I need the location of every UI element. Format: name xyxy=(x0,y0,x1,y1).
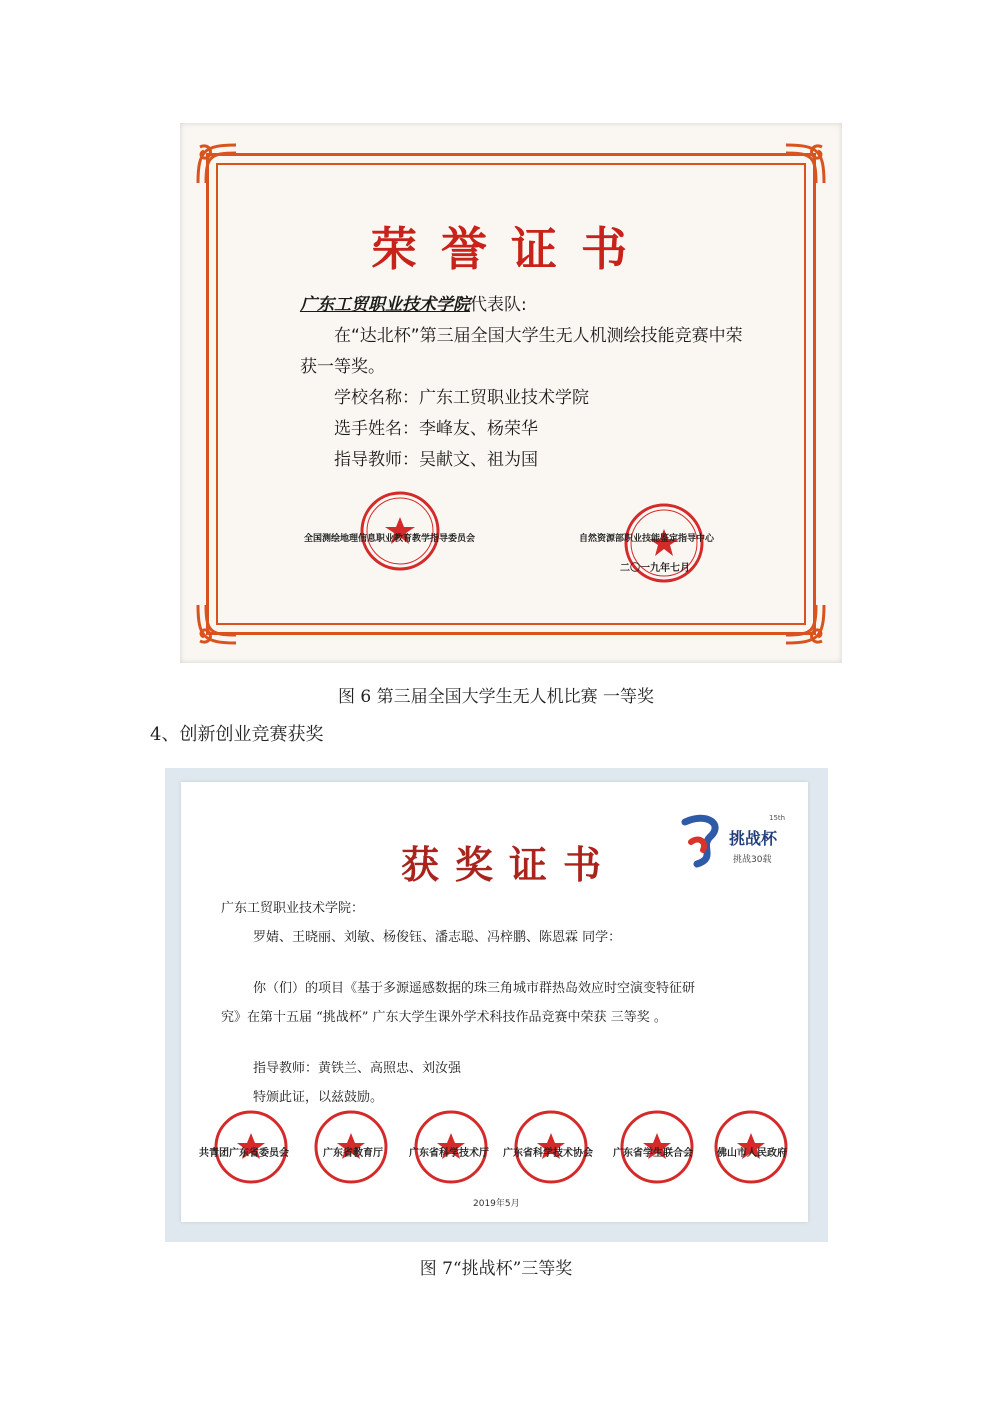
certificate-body xyxy=(300,290,770,476)
award-line-1: 在“达北杯”第三届全国大学生无人机测绘技能竞赛中荣 xyxy=(334,326,743,346)
issuer-seal xyxy=(711,1107,801,1187)
issuer-seal xyxy=(311,1107,401,1187)
issuer-left: 全国测绘地理信息职业教育教学指导委员会 xyxy=(304,534,476,544)
teachers-line: 指导教师：黄铁兰、高照忠、刘汝强 xyxy=(253,1061,462,1076)
issuer-seal xyxy=(503,1107,601,1187)
spacer xyxy=(221,1032,801,1054)
corner-ornament-icon xyxy=(194,141,240,187)
logo-title: 挑战杯 xyxy=(729,829,778,848)
recipient-suffix: 代表队: xyxy=(470,295,527,315)
certificate-title: 获奖证书 xyxy=(401,842,618,887)
challenge-cup-logo xyxy=(677,812,797,872)
issuer-name: 广东省教育厅 xyxy=(323,1148,383,1159)
certificate-body xyxy=(221,894,801,1112)
recipient-line: 广东工贸职业技术学院： xyxy=(221,901,365,916)
corner-ornament-icon xyxy=(782,141,828,187)
spacer xyxy=(221,952,801,974)
award-line-2: 获一等奖。 xyxy=(300,357,385,377)
players-line: 选手姓名：李峰友、杨荣华 xyxy=(334,419,538,439)
logo-edition: 15th xyxy=(769,814,786,822)
certificate-title: 荣誉证书 xyxy=(371,222,651,276)
students-line: 罗婧、王晓丽、刘敏、杨俊钰、潘志聪、冯梓鹏、陈恩霖 同学： xyxy=(253,930,622,945)
issuer-seal xyxy=(199,1107,301,1187)
recipient-line xyxy=(300,290,770,321)
certificate-photo-third-prize xyxy=(165,768,828,1242)
school-name-line: 学校名称：广东工贸职业技术学院 xyxy=(334,388,589,408)
certificate-paper xyxy=(181,782,808,1222)
figure-caption-6: 图 6 第三届全国大学生无人机比赛 一等奖 xyxy=(337,687,655,707)
certificate-date: 二〇一九年七月 xyxy=(620,563,690,574)
project-line-1: 你（们）的项目《基于多源遥感数据的珠三角城市群热岛效应时空演变特征研 xyxy=(253,981,696,996)
corner-ornament-icon xyxy=(782,601,828,647)
issuer-name: 广东省学生联合会 xyxy=(613,1148,693,1159)
corner-ornament-icon xyxy=(194,601,240,647)
figure-caption-7: 图 7“挑战杯”三等奖 xyxy=(419,1259,573,1279)
closing-line: 特颁此证，以兹鼓励。 xyxy=(253,1090,384,1105)
issuer-seal xyxy=(411,1107,501,1187)
issuer-name: 佛山市人民政府 xyxy=(717,1148,787,1159)
recipient-school: 广东工贸职业技术学院 xyxy=(300,295,470,315)
issuer-seals xyxy=(199,1107,801,1187)
section-heading: 4、创新创业竞赛获奖 xyxy=(150,724,324,745)
logo-subtitle: 挑战30载 xyxy=(733,855,772,865)
certificate-date: 2019年5月 xyxy=(473,1199,520,1209)
project-line-2: 究》在第十五届 “挑战杯” 广东大学生课外学术科技作品竞赛中荣获 三等奖 。 xyxy=(221,1010,667,1025)
issuer-seal xyxy=(613,1107,707,1187)
issuer-name: 广东省科学技术协会 xyxy=(503,1148,593,1159)
issuer-name: 共青团广东省委员会 xyxy=(199,1148,289,1159)
issuer-right: 自然资源部职业技能鉴定指导中心 xyxy=(579,534,715,544)
certificate-photo-first-prize xyxy=(180,123,842,663)
issuer-name: 广东省科学技术厅 xyxy=(409,1148,489,1159)
challenge-cup-swirl-icon xyxy=(677,812,729,868)
teachers-line: 指导教师：吴献文、祖为国 xyxy=(334,450,538,470)
